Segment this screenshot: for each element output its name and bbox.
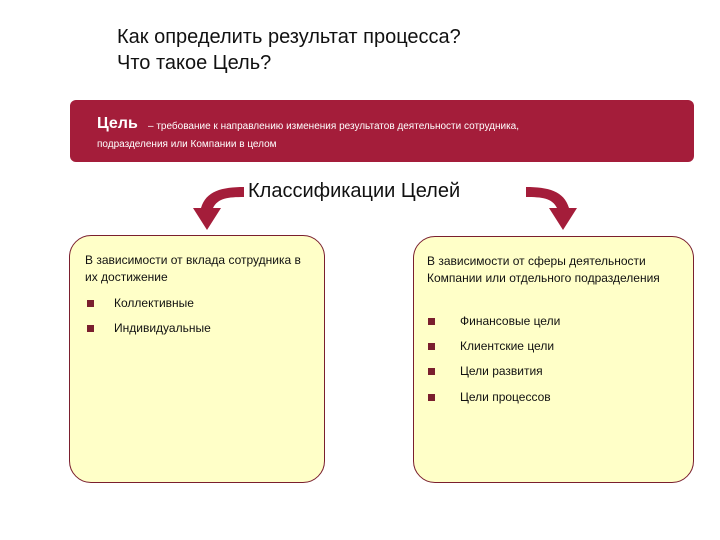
activity-area-box: В зависимости от сферы деятельности Компании или отдельного подразделения Финансовые цели Клиентские цели Цели развития Цели процессов xyxy=(413,236,694,483)
right-curved-arrow-icon xyxy=(526,187,577,230)
classification-heading: Классификации Целей xyxy=(248,180,461,202)
title-line-1: Как определить результат процесса? xyxy=(117,26,461,48)
title-line-2: Что такое Цель? xyxy=(117,52,272,74)
bullet-icon xyxy=(87,325,94,332)
contribution-box: В зависимости от вклада сотрудника в их достижение Коллективные Индивидуальные xyxy=(69,235,325,483)
contribution-box-description: В зависимости от вклада сотрудника в их достижение xyxy=(85,253,301,284)
bullet-icon xyxy=(428,343,435,350)
left-curved-arrow-icon xyxy=(193,187,244,230)
definition-term: Цель xyxy=(97,115,138,132)
activity-area-box-description: В зависимости от сферы деятельности Компании или отдельного подразделения xyxy=(427,254,660,285)
bullet-icon xyxy=(428,394,435,401)
bullet-icon xyxy=(428,368,435,375)
definition-text-line-1: – требование к направлению изменения результатов деятельности сотрудника, xyxy=(148,121,520,132)
bullet-icon xyxy=(87,300,94,307)
definition-text-line-2: подразделения или Компании в целом xyxy=(97,139,277,150)
bullet-icon xyxy=(428,318,435,325)
